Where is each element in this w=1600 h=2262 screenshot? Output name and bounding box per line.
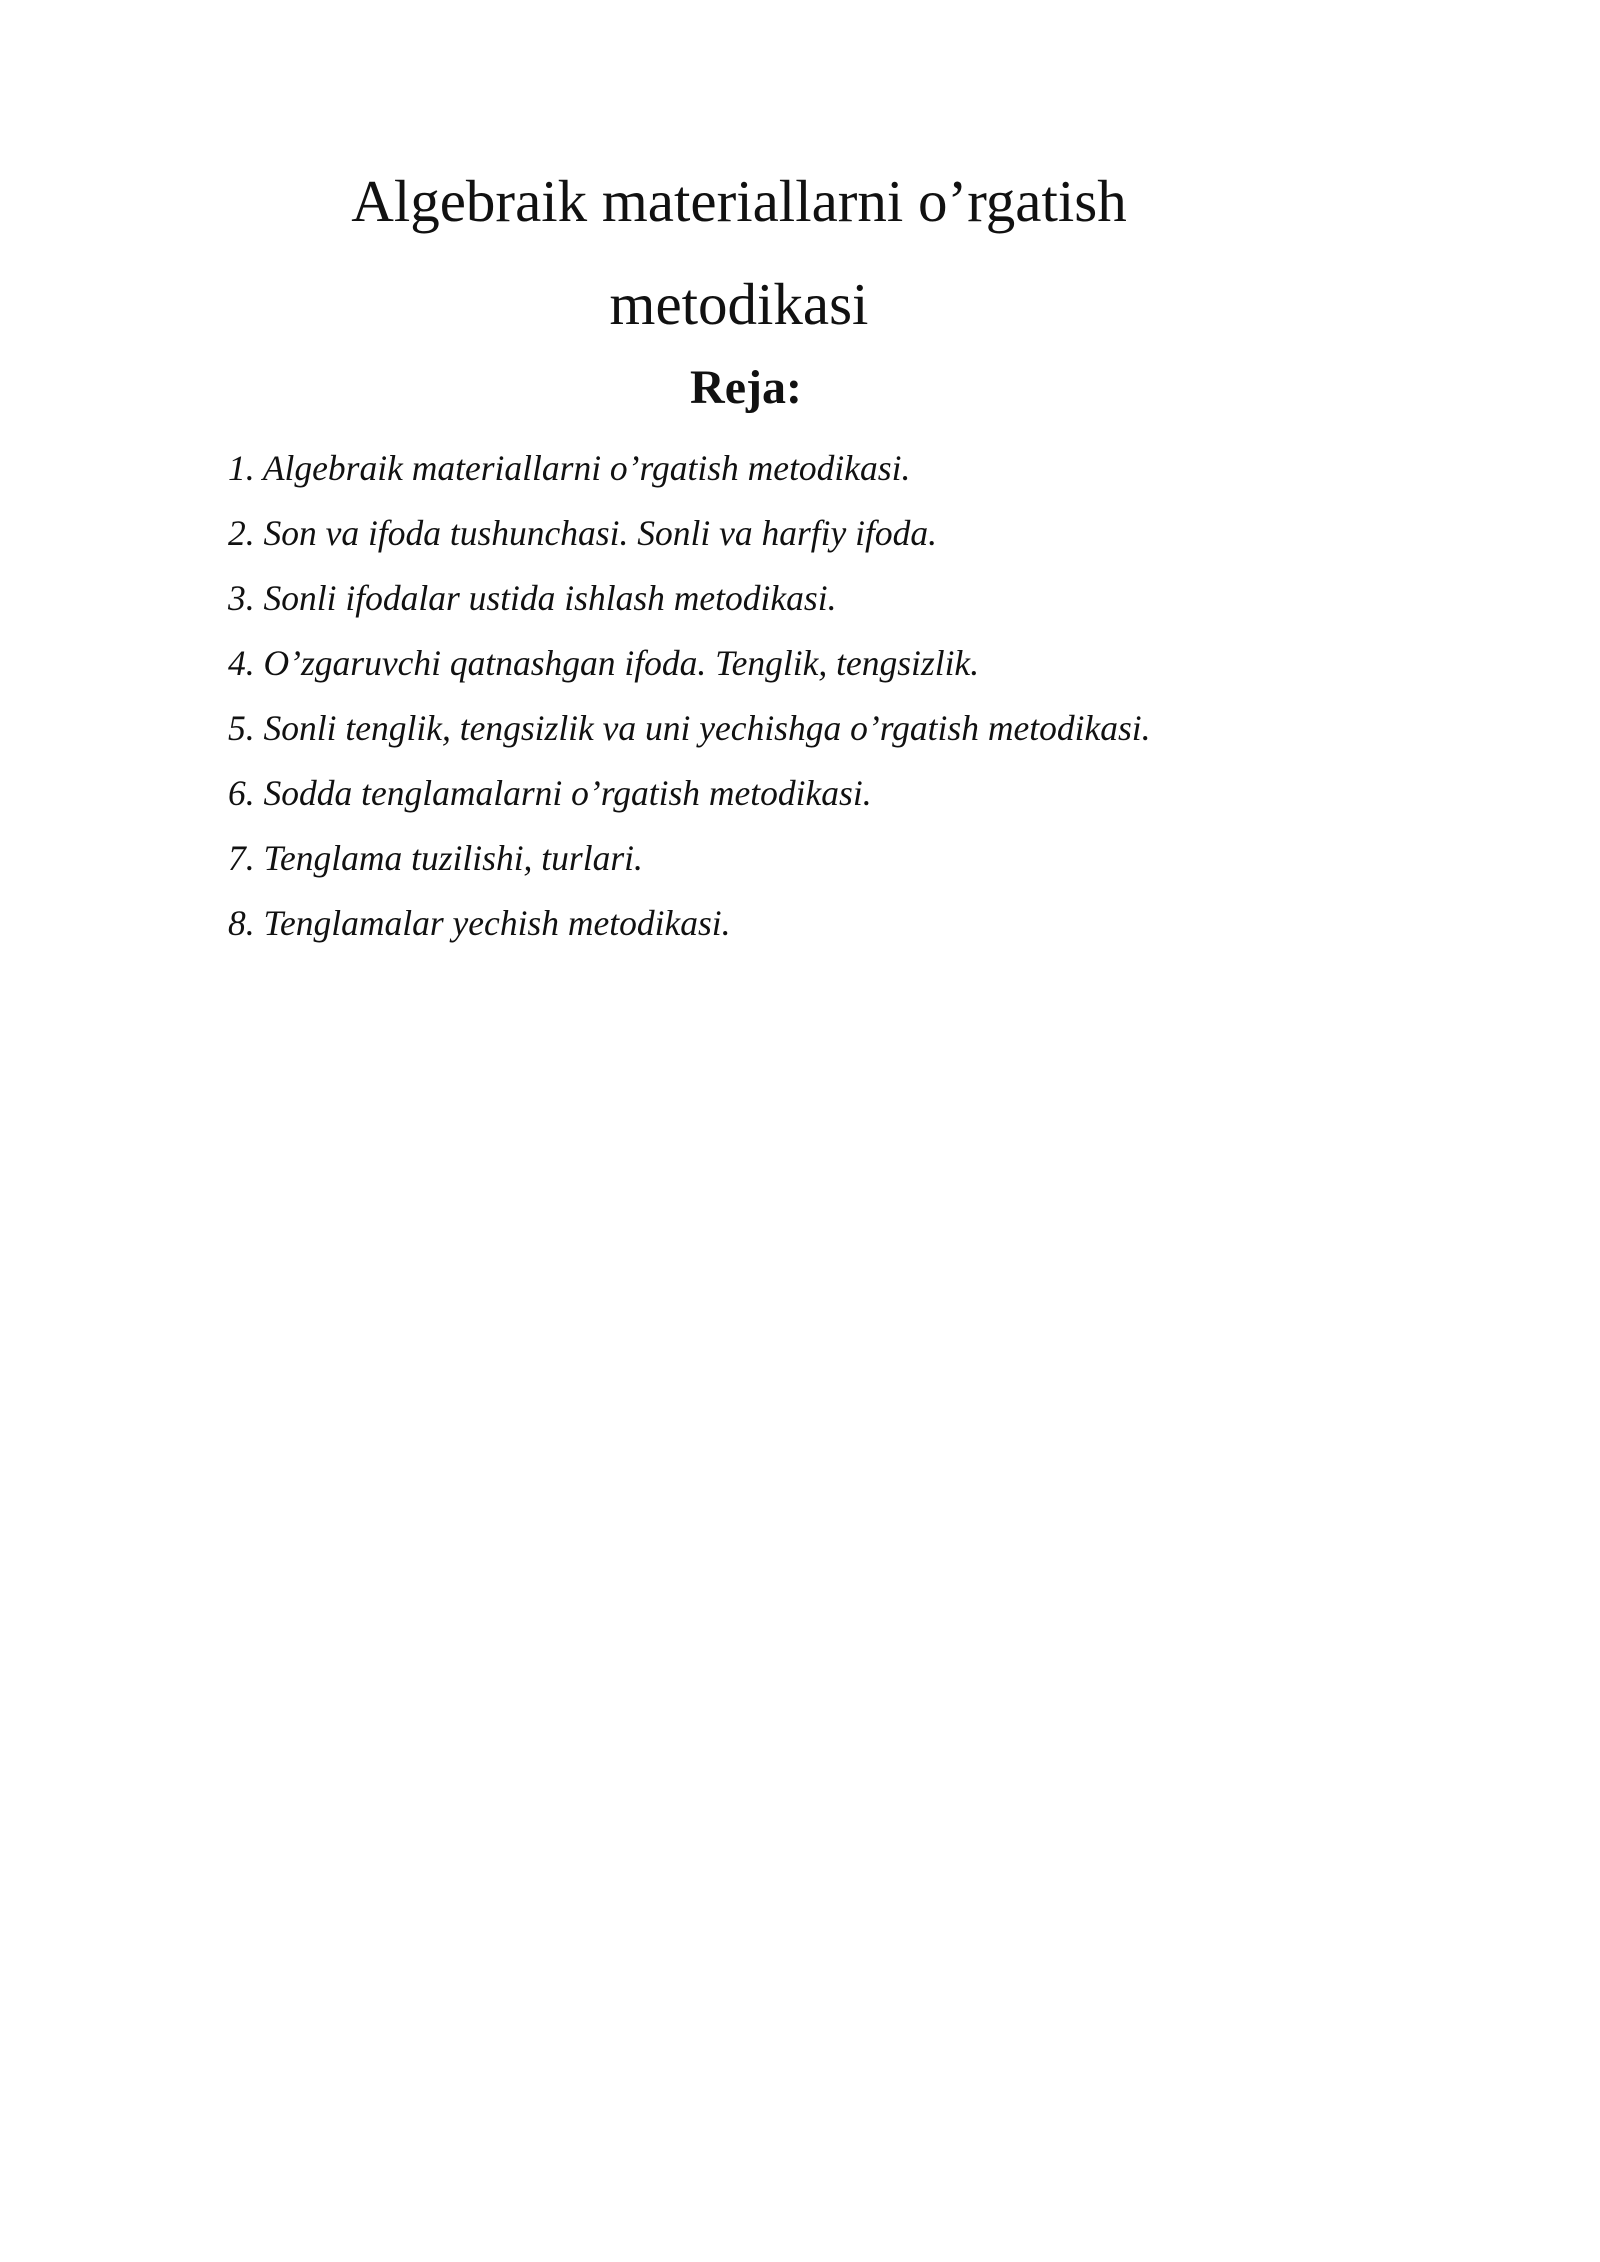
plan-item-1: 1. Algebraik materiallarni o’rgatish metodikasi. bbox=[228, 448, 911, 488]
plan-item-5: 5. Sonli tenglik, tengsizlik va uni yechishga o’rgatish metodikasi. bbox=[228, 708, 1151, 748]
title-line-1: Algebraik materiallarni o’rgatish bbox=[351, 168, 1127, 234]
plan-item-4: 4. O’zgaruvchi qatnashgan ifoda. Tenglik, tengsizlik. bbox=[228, 643, 980, 683]
plan-item-8: 8. Tenglamalar yechish metodikasi. bbox=[228, 903, 731, 943]
title-line-2: metodikasi bbox=[609, 271, 869, 337]
plan-item-7: 7. Tenglama tuzilishi, turlari. bbox=[228, 838, 643, 878]
plan-list bbox=[228, 436, 1151, 956]
plan-item-3: 3. Sonli ifodalar ustida ishlash metodikasi. bbox=[228, 578, 837, 618]
plan-item-2: 2. Son va ifoda tushunchasi. Sonli va harfiy ifoda. bbox=[228, 513, 937, 553]
plan-item-6: 6. Sodda tenglamalarni o’rgatish metodikasi. bbox=[228, 773, 872, 813]
document-title bbox=[0, 150, 1478, 356]
plan-heading: Reja: bbox=[690, 361, 802, 414]
